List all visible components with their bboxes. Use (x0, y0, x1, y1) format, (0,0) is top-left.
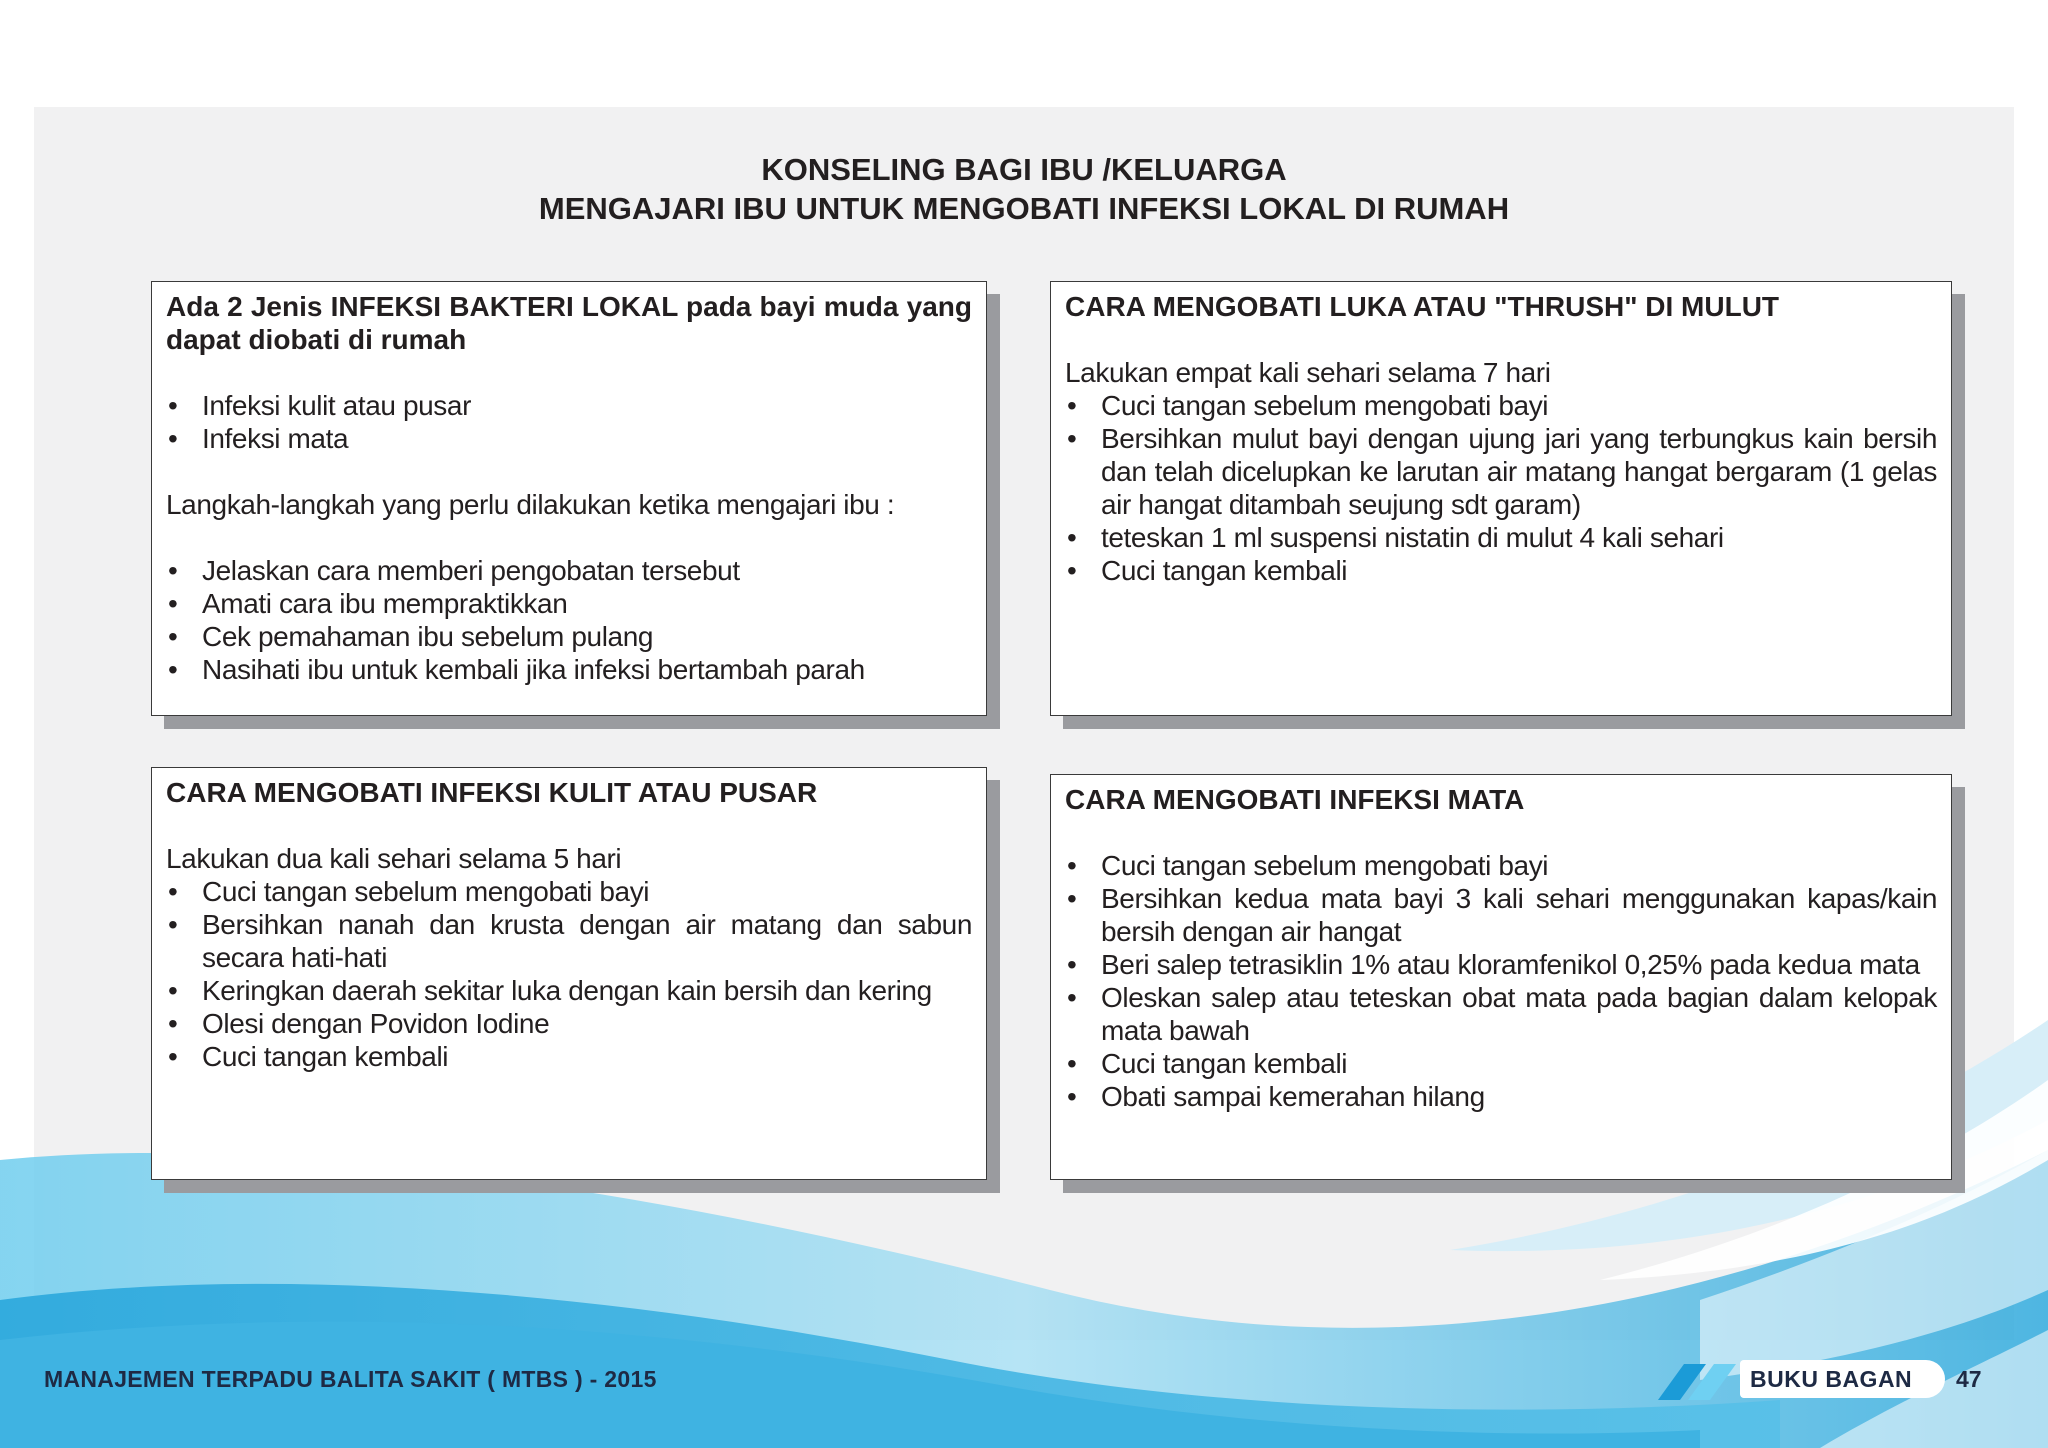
page-title (34, 150, 2014, 228)
list-item: • Olesi dengan Povidon Iodine (166, 1007, 972, 1040)
box-mouth-thrush (1050, 281, 1952, 716)
list-item: • Cuci tangan kembali (1065, 554, 1937, 587)
page-number: 47 (1956, 1366, 1982, 1392)
box-skin-heading: CARA MENGOBATI INFEKSI KULIT ATAU PUSAR (166, 777, 818, 808)
list-item: • Infeksi kulit atau pusar (166, 389, 972, 422)
list-item: • teteskan 1 ml suspensi nistatin di mulut 4 kali sehari (1065, 521, 1937, 554)
list-item: • Bersihkan mulut bayi dengan ujung jari yang terbungkus kain bersih dan telah dicelupkan ke larutan air matang hangat bergaram (1 gelas air hangat ditambah seujung sdt garam) (1065, 422, 1937, 521)
box-intro (151, 281, 987, 716)
box-eye-heading: CARA MENGOBATI INFEKSI MATA (1065, 784, 1525, 815)
skin-steps-list (166, 875, 972, 1073)
mouth-frequency: Lakukan empat kali sehari selama 7 hari (1065, 357, 1551, 388)
skin-frequency: Lakukan dua kali sehari selama 5 hari (166, 843, 622, 874)
list-item: • Cek pemahaman ibu sebelum pulang (166, 620, 972, 653)
list-item: • Jelaskan cara memberi pengobatan tersebut (166, 554, 972, 587)
steps-intro: Langkah-langkah yang perlu dilakukan ketika mengajari ibu : (166, 489, 895, 520)
list-item: • Cuci tangan sebelum mengobati bayi (166, 875, 972, 908)
list-item: • Obati sampai kemerahan hilang (1065, 1080, 1937, 1113)
footer-title: MANAJEMEN TERPADU BALITA SAKIT ( MTBS ) - 2015 (44, 1366, 657, 1392)
list-item: • Infeksi mata (166, 422, 972, 455)
badge-label: BUKU BAGAN (1750, 1366, 1913, 1392)
box-eye (1050, 774, 1952, 1180)
mouth-steps-list (1065, 389, 1937, 587)
box-intro-heading: Ada 2 Jenis INFEKSI BAKTERI LOKAL pada bayi muda yang dapat diobati di rumah (166, 291, 972, 355)
title-line-2: MENGAJARI IBU UNTUK MENGOBATI INFEKSI LOKAL DI RUMAH (538, 191, 1510, 226)
eye-steps-list (1065, 849, 1937, 1113)
list-item: • Nasihati ibu untuk kembali jika infeksi bertambah parah (166, 653, 972, 686)
list-item: • Bersihkan nanah dan krusta dengan air matang dan sabun secara hati-hati (166, 908, 972, 974)
box-skin-navel (151, 767, 987, 1180)
buku-bagan-badge (1740, 1360, 1945, 1398)
stripes-icon (1658, 1362, 1748, 1402)
list-item: • Bersihkan kedua mata bayi 3 kali sehari menggunakan kapas/kain bersih dengan air hangat (1065, 882, 1937, 948)
list-item: • Cuci tangan sebelum mengobati bayi (1065, 389, 1937, 422)
title-line-1: KONSELING BAGI IBU /KELUARGA (761, 152, 1287, 187)
box-mouth-heading: CARA MENGOBATI LUKA ATAU "THRUSH" DI MULUT (1065, 291, 1780, 322)
list-item: • Beri salep tetrasiklin 1% atau kloramfenikol 0,25% pada kedua mata (1065, 948, 1937, 981)
infection-types-list (166, 389, 972, 455)
list-item: • Cuci tangan kembali (1065, 1047, 1937, 1080)
teaching-steps-list (166, 554, 972, 686)
list-item: • Cuci tangan kembali (166, 1040, 972, 1073)
list-item: • Oleskan salep atau teteskan obat mata pada bagian dalam kelopak mata bawah (1065, 981, 1937, 1047)
list-item: • Cuci tangan sebelum mengobati bayi (1065, 849, 1937, 882)
list-item: • Keringkan daerah sekitar luka dengan kain bersih dan kering (166, 974, 972, 1007)
list-item: • Amati cara ibu mempraktikkan (166, 587, 972, 620)
